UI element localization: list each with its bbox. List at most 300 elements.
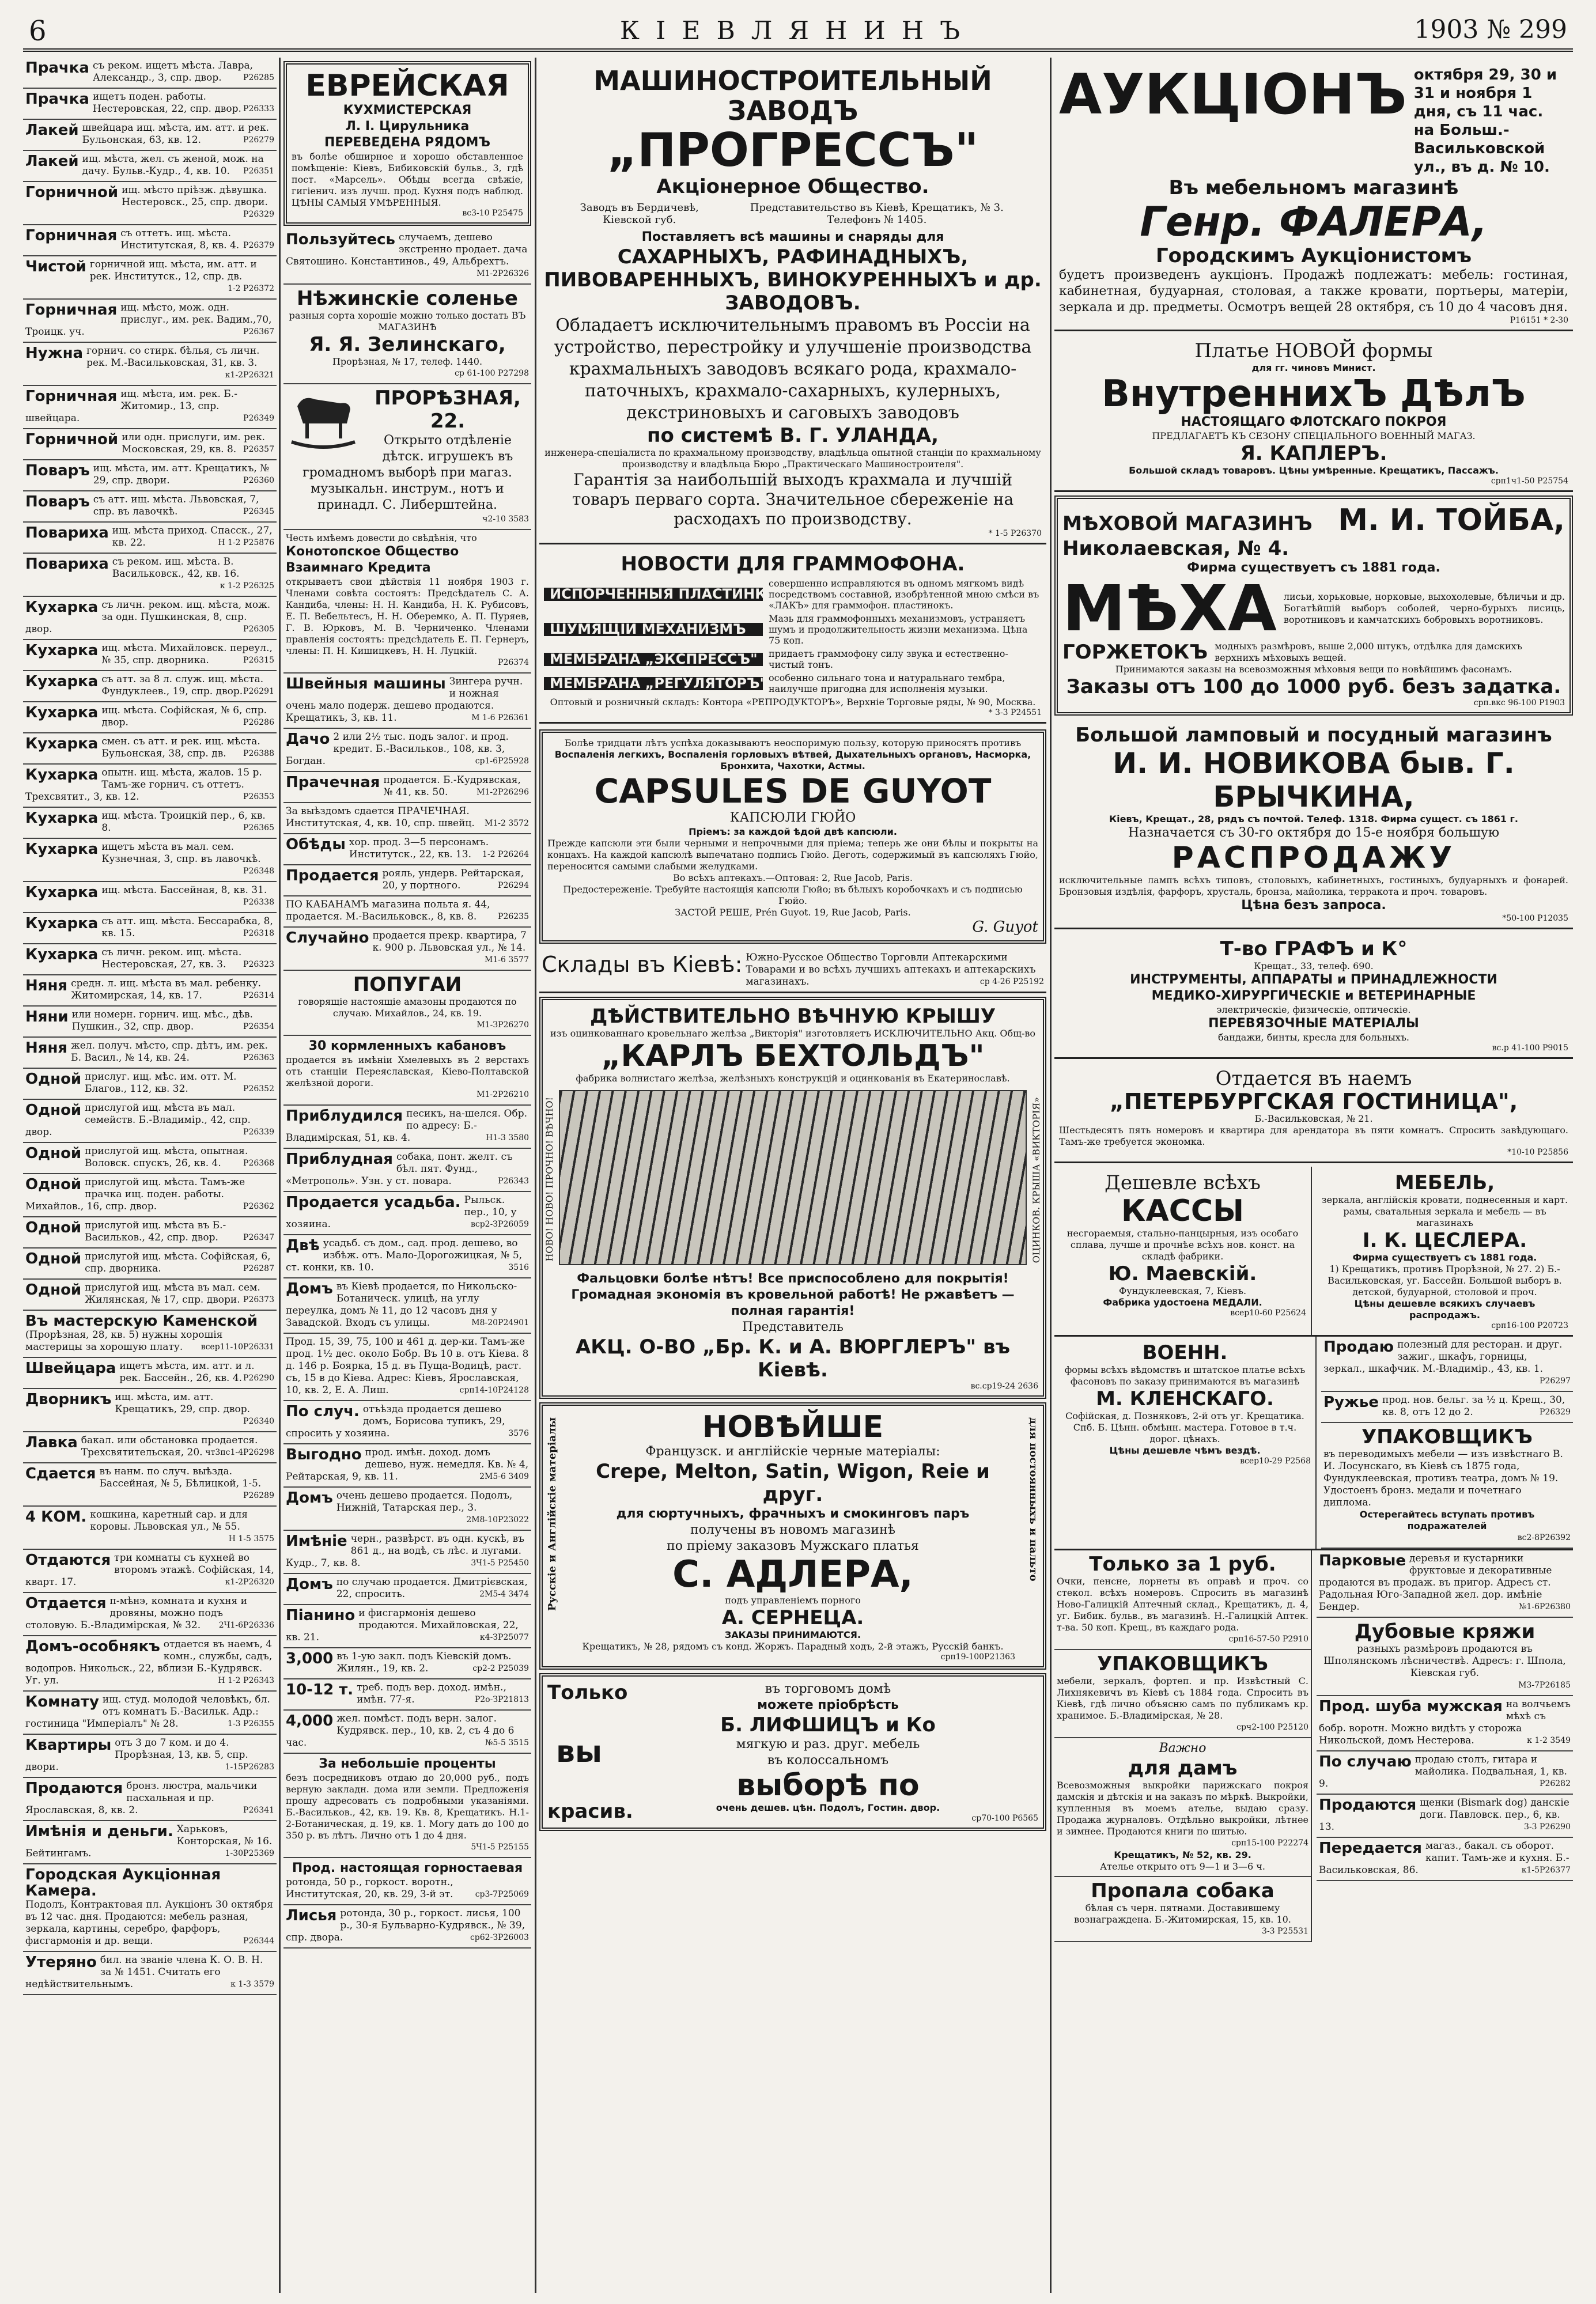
ad-medal: Фабрика удостоена МЕДАЛИ. <box>1103 1297 1262 1308</box>
classified-ad <box>23 1821 277 1864</box>
classified-ad <box>23 671 277 702</box>
ad-line: для гг. чиновъ Минист. <box>1251 362 1376 373</box>
classified-ad <box>1321 1337 1573 1392</box>
ad-keyword: Домъ <box>286 1489 333 1507</box>
classified-ad <box>23 58 277 89</box>
ad-text: опытн. ищ. мѣста, жалов. 15 р. Тамъ-же горнич. съ оттетъ. Трехсвятит., 3, кв. 12. <box>25 767 262 803</box>
ad-code: вс.ср19-24 2636 <box>970 1382 1038 1391</box>
safes-ad <box>1054 1167 1312 1335</box>
ad-guarantee: Гарантія за наибольшій выходъ крахмала и лучшій товаръ перваго сорта. Значительное сбереженіе на расходахъ по производству. <box>572 470 1014 528</box>
ad-address: Крещат., 33, телеф. 690. <box>1254 960 1374 971</box>
ad-text: (Прорѣзная, 28, кв. 5) нужны хорошія мастерицы за хорошую плату. <box>25 1329 223 1353</box>
ad-keyword: Городская Аукціонная Камера. <box>25 1866 221 1900</box>
ad-diseases: Воспаленія легкихъ, Воспаленія горловыхъ вѣтвей, Дыхательныхъ органовъ, Насморка, Бронхита, Чахотки, Астмы. <box>554 749 1031 771</box>
ad-text: продается прекр. квартира, 7 к. 900 р. Львовская ул., № 14. <box>372 930 527 954</box>
ad-code: ср 61-100 Р27298 <box>455 369 529 378</box>
ad-text: Харьковъ, Конторская, № 16. Бейтингамъ. <box>25 1823 273 1859</box>
item-text: особенно сильнаго тона и натуральнаго тембра, наилучше пригодна для исполненія музыки. <box>769 672 1005 694</box>
ad-keyword: Поваръ <box>25 462 90 479</box>
classified-ad <box>283 1235 531 1278</box>
classified-ad <box>1317 1550 1573 1618</box>
classified-ad <box>283 1574 531 1605</box>
classified-ad <box>283 1106 531 1149</box>
classified-ad <box>23 429 277 460</box>
ad-keyword: Швейныя машины <box>286 675 446 693</box>
ad-code: *10-10 Р25856 <box>1507 1148 1568 1157</box>
ad-code: Р26348 <box>243 867 274 876</box>
ad-keyword: Лавка <box>25 1434 78 1451</box>
ad-code: Р26344 <box>243 1936 274 1946</box>
ad-code: к 1-3 3579 <box>230 1980 274 1989</box>
classified-ad <box>283 772 531 803</box>
ad-text: Подолъ, Контрактовая пл. Аукціонъ 30 октября въ 12 час. дня. Продаются: мебель разная, зеркала, картины, серебро, фарфоръ, фисгармонія и др. вещи. <box>25 1899 273 1947</box>
ad-code: 2Ч1-6Р26336 <box>218 1621 274 1630</box>
ad-received: получены въ новомъ магазинѣ <box>690 1523 896 1537</box>
ad-left-word: вы <box>556 1735 602 1769</box>
ad-code: ср3-7Р25069 <box>475 1890 529 1899</box>
ad-footer: Большой складъ товаровъ. Цѣны умѣренные. Крещатикъ, Пассажъ. <box>1129 465 1499 476</box>
ad-keyword: Одной <box>25 1219 82 1236</box>
ad-name: Б. ЛИФШИЦЪ и Ко <box>720 1713 936 1736</box>
ad-code: Р26345 <box>243 507 274 516</box>
ad-address: Прорѣзная, № 17, телеф. 1440. <box>332 356 483 367</box>
ad-text: прислуг. ищ. мѣс. им. отт. М. Благов., 112, кв. 32. <box>85 1071 237 1095</box>
ad-text: ищ. мѣсто, мож. одн. прислуг., им. рек. Вадим.,70, Троицк. уч. <box>25 302 272 338</box>
ad-text: съ личн. реком. ищ. мѣста, мож. за одн. Пушкинская, 8, спр. двор. <box>25 599 271 635</box>
ad-code: к1-2Р26321 <box>225 370 274 380</box>
ad-code: Р26290 <box>243 1374 274 1383</box>
ad-text: горничной ищ. мѣста, им. атт. и рек. Институтск., 12, спр. дв. <box>89 259 257 282</box>
classified-ad <box>23 89 277 120</box>
ad-keyword: Лисья <box>286 1907 337 1924</box>
ad-text: въ 1-ую закл. подъ Кіевскій домъ. Жилян., 19, кв. 2. <box>336 1651 512 1674</box>
ad-text: прислугой ищ. мѣста. Софійская, 6, спр. дворника. <box>85 1251 271 1274</box>
item-text: придаетъ граммофону силу звука и естественно-чистый тонъ. <box>769 648 1008 670</box>
ad-code: Р26287 <box>243 1264 274 1273</box>
page-header <box>23 12 1573 52</box>
ad-keyword: Въ мастерскую Каменской <box>25 1312 258 1330</box>
ad-code: 2М5-4 3474 <box>479 1590 529 1599</box>
ad-code: Р26305 <box>243 625 274 634</box>
ad-code: 1-3 Р26355 <box>228 1719 274 1728</box>
ad-title: Нѣжинскіе соленье <box>297 287 518 310</box>
ad-title: Т-во ГРАФЪ и К° <box>1220 937 1408 960</box>
classified-ad <box>23 1069 277 1100</box>
ad-code: Р26349 <box>243 414 274 423</box>
ad-text: щенки (Bismark dog) данскіе доги. Павловск. пер., 6, кв. 13. <box>1319 1797 1569 1833</box>
ad-text: кошкина, каретный сар. и для коровы. Львовская ул., № 55. <box>90 1509 248 1533</box>
ad-text: прислугой ищ. мѣста, опытная. Воловск. спускъ, 26, кв. 4. <box>85 1145 248 1169</box>
ad-title: ЕВРЕЙСКАЯ <box>305 69 509 103</box>
ad-code: №1-6Р26380 <box>1519 1602 1571 1611</box>
ad-code: Р26323 <box>243 960 274 969</box>
ad-text: или номерн. горнич. ищ. мѣс., дѣв. Пушкин., 32, спр. двор. <box>71 1009 253 1032</box>
roof-side-label: НОВО! НОВО! ПРОЧНО! ВѢЧНО! <box>544 1097 555 1262</box>
ad-text: собака, понт. желт. съ бѣл. пят. Фунд., «Метрополь». Узн. у ст. повара. <box>286 1151 513 1187</box>
ad-text: исключительные лампъ всѣхъ типовъ, столовыхъ, кабинетныхъ, гостиныхъ, будуарныхъ и фонарей. Бронзовыя издѣлія, фарфоръ, хрусталь, бронза, майолика, терракота и проч. товаровъ. <box>1059 875 1568 897</box>
ad-keyword: Прачечная <box>286 774 380 791</box>
classified-ad <box>23 1593 277 1636</box>
ad-text: Очки, пенсне, лорнеты въ оправѣ и проч. со стекол. всѣхъ номеровъ. Спросить въ магазинѣ Ново-Галицкій Аптечный склад., Крещатикъ, д. 4, уг. Бибик. бульв., въ магазинѣ. Н.-Галицкій Аптек. т-ва. 50 коп. Крещ., въ каждаго рода. <box>1057 1576 1308 1633</box>
ad-code: срп16-57-50 Р2910 <box>1228 1635 1308 1644</box>
ad-subword: ГОРЖЕТОКЪ <box>1062 641 1208 664</box>
ad-owner: Л. І. Цирульника <box>345 119 470 134</box>
ad-keyword: Склады въ Кіевѣ: <box>542 952 743 977</box>
ad-engineer: инженера-спеціалиста по крахмальному производству, владѣльца опытной станціи по крахмальному производству и владѣльца Бюро „Практическаго Машиностроителя". <box>544 447 1041 470</box>
classified-ad <box>23 256 277 300</box>
ad-text: отъ 3 до 7 ком. и до 4. Прорѣзная, 13, кв. 5, спр. двори. <box>25 1737 248 1773</box>
classified-ad <box>23 1389 277 1432</box>
ad-text: рояль, ундерв. Рейтарская, 20, у портного. <box>382 868 524 891</box>
ad-title: ПРОРѢЗНАЯ, 22. <box>375 387 521 433</box>
ad-text: или одн. прислуги, им. рек. Московская, 29, кв. 8. <box>122 432 266 455</box>
ad-text: Прежде капсюли эти были черными и непрочными для пріема; теперь же они бѣлы и покрыты на концахъ. На каждой капсюлѣ выпечатано подпись Гюйо. Деготь, содержимый въ капсюляхъ Гюйо, переносится самыми слабыми желудками. <box>547 838 1038 872</box>
ad-text: полезный для ресторан. и друг. зажиг., шкафъ, горницы, зеркал., шкафчик. М.-Владимір., 43, кв. 1. <box>1323 1339 1563 1375</box>
ad-code: Р26347 <box>243 1233 274 1242</box>
ad-code: к4-ЗР25077 <box>479 1633 529 1642</box>
ad-text: магаз., бакал. съ оборот. капит. Тамъ-же и кухня. Б.-Васильковская, 86. <box>1319 1840 1569 1876</box>
ad-code: ср70-100 Р6565 <box>971 1814 1038 1823</box>
gramophone-item <box>544 648 1042 670</box>
ad-code: срп.вкс 96-100 Р1903 <box>1473 698 1565 708</box>
ad-code: к 1-2 Р26325 <box>220 581 274 591</box>
ad-agent: АКЦ. О-ВО „Бр. К. и А. ВЮРГЛЕРЪ" въ Кіевѣ. <box>575 1336 1011 1382</box>
ad-address: Б.-Васильковская, № 21. <box>1254 1113 1373 1124</box>
guyot-capsules-ad <box>539 729 1046 944</box>
ad-keyword: Повариха <box>25 524 109 542</box>
page-number: 6 <box>29 15 47 47</box>
ad-text: съ реком. ищетъ мѣста. Лавра, Александр., 3, спр. двор. <box>92 60 254 84</box>
ad-keyword: Кухарка <box>25 766 99 784</box>
ad-name: И. И. НОВИКОВА быв. Г. БРЫЧКИНА, <box>1113 747 1515 814</box>
ad-keyword: Сдается <box>25 1465 96 1482</box>
ad-left-word: Только <box>547 1681 628 1704</box>
ad-subtitle: Французск. и англійскіе черные матеріалы: <box>645 1444 940 1459</box>
ad-address: Крещатикъ, № 28, рядомъ съ конд. Жоржъ. Парадный ходъ, 2-й этажъ, Русскій банкъ. <box>582 1641 1004 1652</box>
ad-code: Р26291 <box>243 687 274 696</box>
ad-keyword: Піанино <box>286 1607 355 1624</box>
ad-supply: Поставляетъ всѣ машины и снаряды для <box>641 230 944 244</box>
ads-column-3 <box>539 58 1046 2293</box>
gramophone-item <box>544 578 1042 611</box>
ad-text: случаемъ, дешево экстренно продает. дача Святошино. Константинов., 49, Альбрехтъ. <box>286 232 528 267</box>
classified-ad <box>283 729 531 772</box>
jewish-kitchen-ad <box>283 61 531 226</box>
glasses-ad <box>1054 1550 1311 1650</box>
classified-ad <box>23 386 277 429</box>
ad-title: Пропала собака <box>1091 1879 1274 1902</box>
ad-title: УПАКОВЩИКЪ <box>1097 1652 1268 1675</box>
ad-keyword: По случаю <box>1319 1753 1412 1770</box>
column-rule <box>535 58 536 2293</box>
ad-code: Р26341 <box>243 1806 274 1815</box>
ad-text: жел. помѣст. подъ верн. залог. Кудрявск. пер., 10, кв. 2, съ 4 до 6 час. <box>286 1713 515 1749</box>
lost-dog-ad <box>1054 1877 1311 1942</box>
ad-code: Р26235 <box>498 912 529 921</box>
ad-big-text: выборѣ по <box>736 1768 920 1803</box>
ad-title: АУКЦІОНЪ <box>1059 62 1407 127</box>
ad-text: прислугой ищ. мѣста въ Б.-Васильков., 42, спр. двор. <box>85 1220 226 1243</box>
ad-address: Николаевская, № 4. <box>1062 537 1289 560</box>
ad-code: к 1-2 3549 <box>1527 1736 1571 1745</box>
ad-hours: Ателье открыто отъ 9—1 и 3—6 ч. <box>1100 1861 1265 1872</box>
newspaper-title: КІЕВЛЯНИНЪ <box>619 16 977 46</box>
ad-keyword: Одной <box>25 1070 82 1088</box>
ad-code: Р26297 <box>1540 1376 1571 1386</box>
issue-date: 1903 № 299 <box>1414 15 1567 44</box>
classifieds-column <box>23 58 277 2293</box>
ad-title: За небольшіе проценты <box>319 1757 496 1771</box>
ad-text: За выѣздомъ сдается ПРАЧЕЧНАЯ. Институтская, 4, кв. 10, спр. швейц. <box>286 805 475 829</box>
ad-code: * 3-3 Р24551 <box>988 708 1042 717</box>
ad-keyword: Прод. шуба мужская <box>1319 1698 1503 1715</box>
classified-ad <box>283 896 531 928</box>
ad-code: всер11-10Р26331 <box>201 1342 274 1352</box>
classified-ad <box>23 944 277 975</box>
ad-keyword: Кухарка <box>25 642 99 659</box>
stores-ad <box>539 949 1046 993</box>
ad-code: Р26360 <box>243 476 274 485</box>
ad-keyword: Горничная <box>25 388 118 405</box>
classified-ad <box>283 1149 531 1192</box>
ad-since: Фирма существуетъ съ 1881 года. <box>1187 561 1440 575</box>
ad-code: Р26282 <box>1540 1779 1571 1788</box>
hotel-ad <box>1054 1062 1573 1163</box>
ad-keyword: Горничной <box>25 431 119 448</box>
ad-name: Генр. ФАЛЕРА, <box>1140 198 1488 245</box>
ad-code: Р26353 <box>243 792 274 801</box>
classified-ad <box>23 151 277 182</box>
ad-subtitle: КУХМИСТЕРСКАЯ <box>343 103 472 118</box>
ad-text: разныя сорта хорошіе можно только достать ВЪ МАГАЗИНѢ <box>289 310 526 332</box>
item-label: МЕМБРАНА „ЭКСПРЕССЪ" <box>544 653 763 666</box>
classified-ad <box>283 1278 531 1334</box>
ad-text: Рыльск. пер., 10, у хозяина. <box>286 1194 517 1230</box>
progress-plant-ad <box>539 61 1046 544</box>
ad-since: Фирма существуетъ съ 1881 года. <box>1352 1252 1537 1263</box>
ad-text: можете пріобрѣсть <box>757 1698 899 1712</box>
ad-keyword: Повариха <box>25 555 109 573</box>
ad-keyword: 4,000 <box>286 1712 334 1730</box>
ad-code: Р26373 <box>243 1295 274 1304</box>
ad-code: Р26329 <box>243 210 274 219</box>
ad-by: Городскимъ Аукціонистомъ <box>1155 244 1472 267</box>
ad-line: бандажи, бинты, кресла для больныхъ. <box>1218 1032 1409 1043</box>
ad-keyword: Приблудился <box>286 1107 403 1125</box>
classified-ad <box>23 1432 277 1463</box>
classified-ad <box>283 1905 531 1949</box>
ad-text: открываетъ свои дѣйствія 11 ноября 1903 г. Членами совѣта состоятъ: Предсѣдатель С. А. Кандиба, члены: Н. Н. Кандиба, Н. К. Рубисовъ, Е. П. Вебельтесъ, Н. Н. Оберемко, А. П. Пуряев, Г. В. Юрковъ, М. В. Черниченко. Членами правленія состоятъ: предсѣдатель Е. П. Гернеръ, члены: П. Н. Кишицкевъ, Н. Н. Луцкій. <box>286 576 529 656</box>
ad-code: ср2-2 Р25039 <box>472 1664 529 1673</box>
ad-keyword: Лакей <box>25 153 79 170</box>
ad-title: КАССЫ <box>1121 1194 1244 1228</box>
classified-ad <box>23 808 277 839</box>
ad-code: Р26352 <box>243 1084 274 1094</box>
ad-text: Прод. 15, 39, 75, 100 и 461 д. дер-ки. Тамъ-же прод. 1½ дес. около Бобр. Въ 10 в. отъ Кіева. 8 д. 146 р. Боярка, 15 д. въ Пуща-Водицѣ, раст. съ, 15 в до Кіева. Адрес: Кіевъ, Ярославская, 10, кв. 2, Е. А. Лиш. <box>286 1336 529 1396</box>
ad-text: въ Кіевѣ продается, по Никольско-Ботаническ. улицѣ, на углу переулка, домъ № 11, до 12 часовъ дня у Завадской. Входъ съ улицы. <box>286 1281 517 1329</box>
ad-code: вс3-10 Р25475 <box>462 209 523 218</box>
ad-code: вс2-8Р26392 <box>1517 1533 1571 1542</box>
ad-keyword: Продается <box>286 867 379 884</box>
ad-code: 3-3 Р26290 <box>1524 1822 1571 1832</box>
ad-code: Р26363 <box>243 1053 274 1062</box>
classified-ad <box>23 1952 277 1995</box>
classified-ad <box>1321 1392 1573 1423</box>
ad-text: треб. подъ вер. доход. имѣн., имѣн. 77-я. <box>357 1682 506 1705</box>
ad-warning: Предостереженіе. Требуйте настоящія капсюли Гюйо; въ бѣлыхъ коробочкахъ и съ подписью Гюйо. <box>563 884 1023 906</box>
ad-text: ищ. мѣсто пріѣзж. дѣвушка. Нестеровск., 25, спр. двори. <box>122 184 268 208</box>
classified-ad <box>23 1100 277 1143</box>
ad-keyword: Утеряно <box>25 1954 97 1971</box>
ad-text: прислугой ищ. мѣста. Тамъ-же прачка ищ. поден. работы. Михайлов., 16, спр. двор. <box>25 1176 245 1212</box>
classified-ad <box>23 182 277 225</box>
ad-code: срп15-100 Р22274 <box>1231 1838 1308 1848</box>
ad-line: ИНСТРУМЕНТЫ, АППАРАТЫ и ПРИНАДЛЕЖНОСТИ <box>1130 973 1497 987</box>
ad-keyword: Ружье <box>1323 1394 1379 1411</box>
classified-ad <box>23 1636 277 1692</box>
roof-side-label: ОЦИНКОВ. КРЫША «ВИКТОРІЯ» <box>1031 1097 1042 1263</box>
ad-code: М1-2Р26296 <box>476 788 529 797</box>
classified-ad <box>23 1280 277 1311</box>
classified-ad <box>283 834 531 865</box>
classified-ad <box>23 1507 277 1550</box>
ad-text: съ реком. ищ. мѣста. В. Васильковск., 42, кв. 16. <box>112 556 240 580</box>
item-text: совершенно исправляются въ одномъ мягкомъ видѣ посредствомъ составной, изобрѣтенной мною смѣси въ «ЛАКЪ» для граммофон. пластинокъ. <box>769 578 1039 611</box>
ad-text: прод. имѣн. доход. домъ дешево, нуж. немедля. Кв. № 4, Рейтарская, 9, кв. 11. <box>286 1447 529 1482</box>
ad-code: Р26294 <box>498 881 529 890</box>
ad-code: 1-15Р26283 <box>225 1762 274 1772</box>
ad-code: Н1-3 3580 <box>486 1133 529 1142</box>
ad-text: усадьб. съ дом., сад. прод. дешево, во избѣж. отъ. Мало-Дорогожицкая, № 5, ст. конки, кв. 10. <box>286 1238 523 1273</box>
ad-code: срч2-100 Р25120 <box>1236 1723 1308 1732</box>
auction-ad <box>1054 61 1573 331</box>
ad-code: Р26362 <box>243 1202 274 1211</box>
ad-line: МЕДИКО-ХИРУРГИЧЕСКІЕ и ВЕТЕРИНАРНЫЕ <box>1151 989 1476 1003</box>
classified-ad <box>23 1358 277 1389</box>
ad-text: въ болѣе обширное и хорошо обставленное помѣщеніе: Кіевъ, Бибиковскій бульв., 3, гдѣ пост. «Марсель». Обѣды всегда свѣжіе, гигіенич. изъ лучш. прод. Кухня подъ наблюд. ЦѢНЫ САМЫЯ УМѢРЕННЫЯ. <box>292 151 523 208</box>
ad-code: Р26367 <box>243 327 274 336</box>
ad-keyword: Передается <box>1319 1840 1422 1857</box>
classified-ad <box>1317 1696 1573 1751</box>
uniform-ad <box>1054 335 1573 492</box>
ad-text: ищ. мѣста, им. рек. Б.-Житомир., 13, спр. швейцара. <box>25 388 237 424</box>
ad-title: Большой ламповый и посудный магазинъ <box>1075 724 1552 747</box>
classified-ad <box>23 1692 277 1735</box>
fur-store-ad <box>1054 495 1573 716</box>
ad-code: 1-2 Р26372 <box>228 284 274 293</box>
ad-text: въ колоссальномъ <box>767 1753 889 1768</box>
ad-line: электрическіе, физическіе, оптическіе. <box>1216 1004 1411 1015</box>
ad-factory: Заводъ въ Бердичевѣ, Кіевской губ. <box>580 202 699 226</box>
ad-brand: „ПРОГРЕССЪ" <box>607 123 979 177</box>
credit-society-ad <box>283 530 531 674</box>
ad-big-word: РАСПРОДАЖУ <box>1171 841 1456 875</box>
ad-store: МѢХОВОЙ МАГАЗИНЪ <box>1062 512 1313 535</box>
ad-text: мебели, зеркалъ, фортеп. и пр. Извѣстный С. Лихнякевичъ въ Кіевѣ съ 1884 года. Спросить въ Кіевѣ, гдѣ лично объясню самъ по публикамъ кр. хранимое. Б.-Владимірская, № 28. <box>1057 1675 1308 1721</box>
adler-tailor-ad <box>539 1402 1046 1670</box>
classified-ad <box>23 1038 277 1069</box>
ad-text: мягкую и раз. друг. мебель <box>736 1737 920 1751</box>
ad-keyword: Отдается <box>25 1595 107 1612</box>
ad-text: съ атт. ищ. мѣста. Бессарабка, 8, кв. 15. <box>101 915 273 939</box>
ad-code: всер10-29 Р2568 <box>1240 1456 1311 1466</box>
ad-keyword: Выгодно <box>286 1446 362 1463</box>
classified-ad <box>23 1463 277 1507</box>
ad-text: смен. съ атт. и рек. ищ. мѣста. Бульонская, 38, спр. дв. <box>101 736 260 759</box>
ad-code: к1-2Р26320 <box>225 1577 274 1587</box>
ad-intro: Болѣе тридцати лѣтъ успѣха доказываютъ неоспоримую пользу, которую приносятъ противъ <box>564 737 1022 748</box>
ad-name: С. АДЛЕРА, <box>672 1553 913 1596</box>
ad-code: ср1-6Р25928 <box>475 756 529 766</box>
ad-text: будетъ произведенъ аукціонъ. Продажѣ подлежатъ: мебель: гостиная, кабинетная, будуарная, столовая, а также кровати, портьеры, матеріи, зеркала и др. предметы. Осмотръ вещей 28 октября, съ 10 до 4 часовъ дня. <box>1059 268 1568 315</box>
ad-keyword: Продаются <box>25 1780 123 1797</box>
item-text: Мазь для граммофонныхъ механизмовъ, устраняетъ шумъ и продолжительность жизни механизма. Цѣна 75 коп. <box>769 613 1028 646</box>
ad-text: въ торговомъ домѣ <box>765 1682 891 1696</box>
ad-keyword: Домъ <box>286 1576 333 1593</box>
classified-ad <box>23 1217 277 1249</box>
ad-name: М. КЛЕНСКАГО. <box>1096 1387 1274 1410</box>
ad-code: Р26388 <box>243 749 274 758</box>
classified-ad <box>283 1648 531 1679</box>
toy-ad <box>283 384 531 530</box>
ad-title: Прод. настоящая горностаевая <box>292 1861 523 1875</box>
ad-store: Въ мебельномъ магазинѣ <box>1168 176 1459 199</box>
ad-code: Н 1-2 Р25876 <box>218 538 274 547</box>
ad-sales: Во всѣхъ аптекахъ.—Оптовая: 2, Rue Jacob, Paris. <box>673 872 913 883</box>
ad-text: ищетъ поден. работы. Нестеровская, 22, спр. двор. <box>92 91 241 115</box>
ad-code: вср2-ЗР26059 <box>470 1220 529 1229</box>
packer-ad <box>1321 1423 1573 1549</box>
classified-ad <box>23 120 277 151</box>
ad-keyword: Продается усадьба. <box>286 1194 461 1211</box>
ad-code: Р26351 <box>243 167 274 176</box>
ad-keyword: Имѣнія и деньги. <box>25 1823 173 1840</box>
ad-keyword: Имѣніе <box>286 1533 347 1550</box>
ad-code: М1-2Р26326 <box>476 269 529 278</box>
ad-keyword: Горничная <box>25 227 118 244</box>
classified-ad <box>23 1864 277 1952</box>
classified-ad <box>283 229 531 285</box>
classified-ad <box>283 1679 531 1711</box>
ad-code: 3516 <box>508 1263 529 1272</box>
classified-ad <box>23 343 277 386</box>
ad-text: ПО КАБАНАМЪ магазина польта я. 44, продается. М.-Васильковск., 8, кв. 8. <box>286 899 490 922</box>
classified-ad <box>283 1334 531 1401</box>
oak-logs-ad <box>1317 1618 1573 1696</box>
ad-subtitle: НАСТОЯЩАГО ФЛОТСКАГО ПОКРОЯ <box>1181 415 1447 429</box>
ad-title: Только за 1 руб. <box>1089 1553 1276 1576</box>
ad-code: Р26285 <box>243 73 274 82</box>
ad-text: песикъ, на-шелся. Обр. по адресу: Б.-Владимірская, 51, кв. 4. <box>286 1108 527 1144</box>
ad-text: по случаю продается. Дмитрієвская, 22, спросить. <box>336 1576 528 1600</box>
ad-text: зеркала, англійскія кровати, поднесенныя и карт. рамы, сватальныя зеркала и мебель — въ магазинахъ <box>1321 1194 1568 1228</box>
ad-code: Р26289 <box>243 1491 274 1500</box>
ad-code: Р16151 * 2-30 <box>1510 316 1568 325</box>
ad-title: ДѢЙСТВИТЕЛЬНО ВѢЧНУЮ КРЫШУ <box>589 1005 996 1028</box>
ad-subtitle: Акціонерное Общество. <box>656 175 929 198</box>
ladies-patterns-ad <box>1054 1738 1311 1877</box>
ad-keyword: Комнату <box>25 1693 99 1711</box>
ad-text: ищ. мѣста. Троицкій пер., 6, кв. 8. <box>101 810 266 834</box>
ads-column-4 <box>1054 58 1573 2293</box>
ad-title: МЕБЕЛЬ, <box>1394 1171 1495 1194</box>
ad-text: въ переводимыхъ мебели — изъ извѣстнаго В. И. Лосунскаго, въ Кіевѣ съ 1875 года, Фундуклеевская, противъ театра, домъ № 19. Удостоенъ бронз. медали и почетнаго диплома. <box>1323 1448 1563 1508</box>
ermine-ad <box>283 1858 531 1905</box>
ad-code: М8-20Р24901 <box>471 1318 529 1327</box>
ad-keyword: Квартиры <box>25 1736 112 1754</box>
ad-code: Р26379 <box>243 241 274 250</box>
ad-side-label: для постоянныхъ и пальто <box>1027 1417 1039 1582</box>
